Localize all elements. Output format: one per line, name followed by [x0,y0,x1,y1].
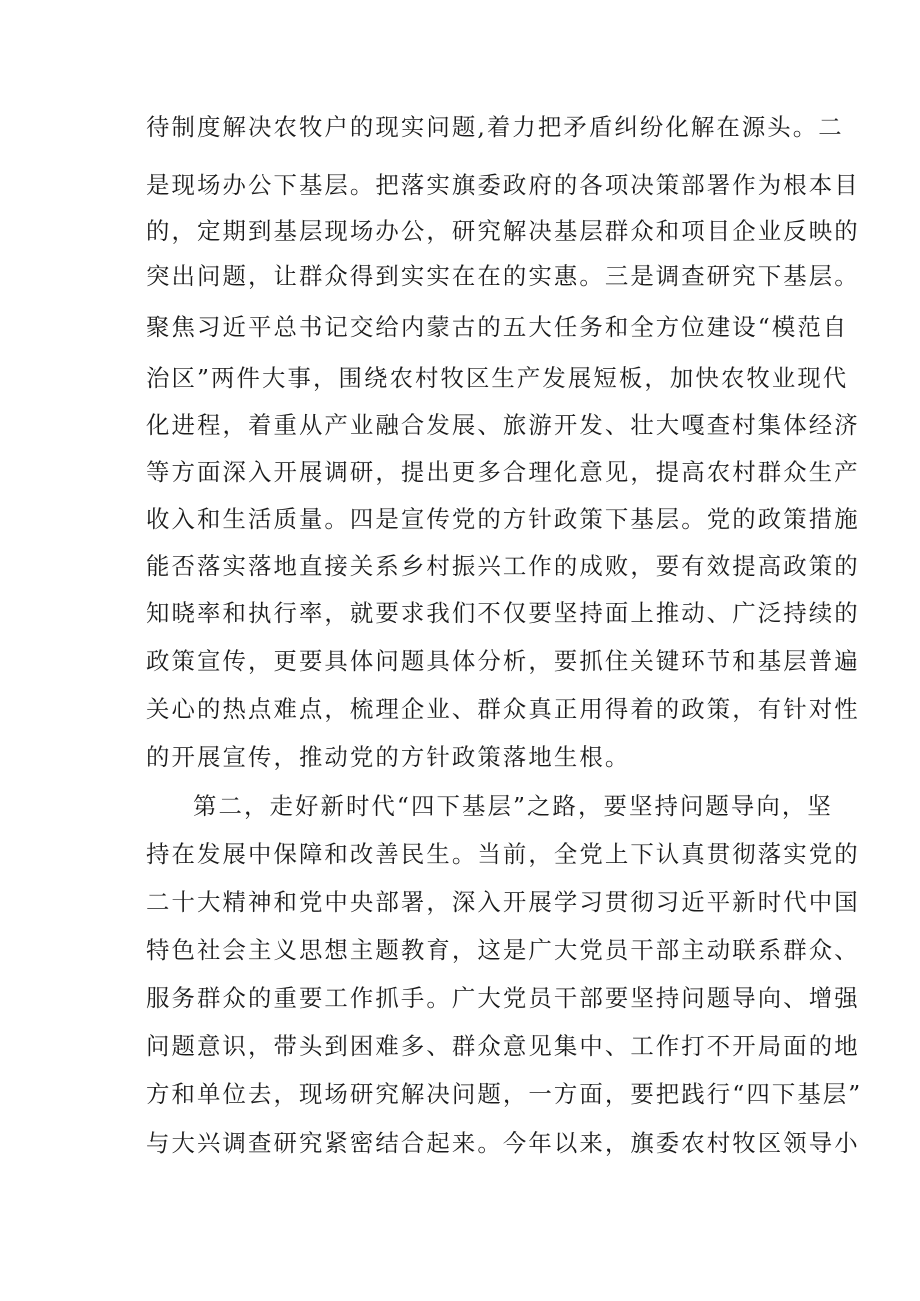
text-line: 治区”两件大事，围绕农村牧区生产发展短板，加快农牧业现代 [146,364,849,392]
text-line: 收入和生活质量。四是宣传党的方针政策下基层。党的政策措施 [146,505,860,533]
text-line: 第二，走好新时代“四下基层”之路，要坚持问题导向，坚 [193,792,833,820]
text-line: 特色社会主义思想主题教育，这是广大党员干部主动联系群众、 [146,936,860,964]
text-line: 的开展宣传，推动党的方针政策落地生根。 [146,743,631,771]
text-line: 的，定期到基层现场办公，研究解决基层群众和项目企业反映的 [146,217,860,245]
text-line: 化进程，着重从产业融合发展、旅游开发、壮大嘎查村集体经济 [146,411,860,439]
text-line: 聚焦习近平总书记交给内蒙古的五大任务和全方位建设“模范自 [146,313,849,341]
text-line: 是现场办公下基层。把落实旗委政府的各项决策部署作为根本目 [146,171,860,199]
text-line: 等方面深入开展调研，提出更多合理化意见，提高农村群众生产 [146,458,860,486]
text-line: 问题意识，带头到困难多、群众意见集中、工作打不开局面的地 [146,1032,860,1060]
text-line: 待制度解决农牧户的现实问题,着力把矛盾纠纷化解在源头。二 [146,113,844,141]
text-line: 二十大精神和党中央部署，深入开展学习贯彻习近平新时代中国 [146,888,860,916]
text-line: 与大兴调查研究紧密结合起来。今年以来，旗委农村牧区领导小 [146,1129,860,1157]
text-line: 能否落实落地直接关系乡村振兴工作的成败，要有效提高政策的 [146,552,860,580]
text-line: 方和单位去，现场研究解决问题，一方面，要把践行“四下基层” [146,1080,863,1108]
text-line: 服务群众的重要工作抓手。广大党员干部要坚持问题导向、增强 [146,984,860,1012]
text-line: 突出问题，让群众得到实实在在的实惠。三是调查研究下基层。 [146,262,860,290]
text-line: 关心的热点难点，梳理企业、群众真正用得着的政策，有针对性 [146,695,860,723]
text-line: 政策宣传，更要具体问题具体分析，要抓住关键环节和基层普遍 [146,647,860,675]
text-line: 持在发展中保障和改善民生。当前，全党上下认真贯彻落实党的 [146,840,860,868]
text-line: 知晓率和执行率，就要求我们不仅要坚持面上推动、广泛持续的 [146,599,860,627]
